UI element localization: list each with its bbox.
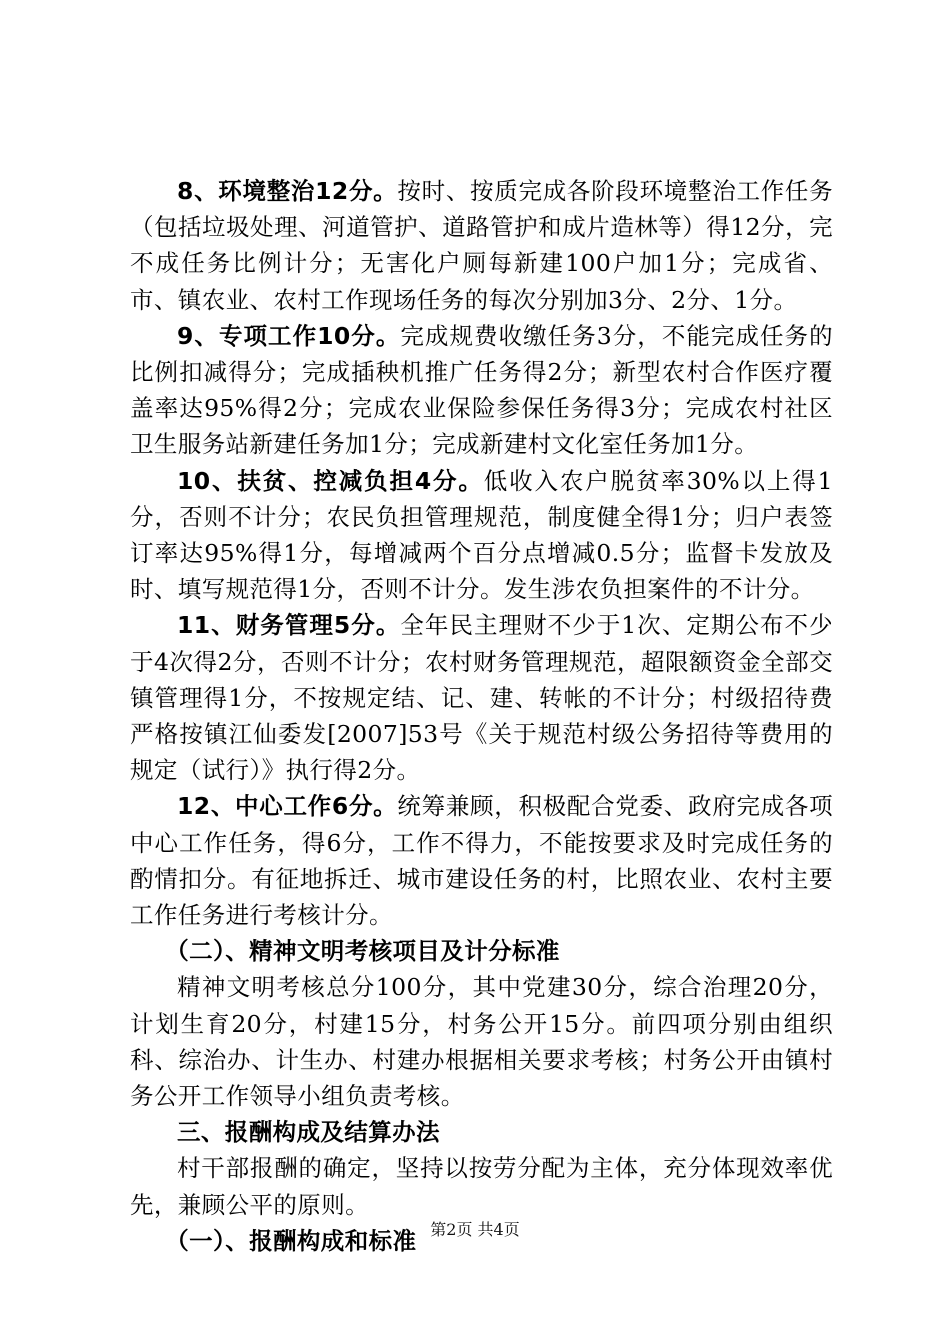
item-10-poverty-burden bbox=[130, 463, 833, 608]
item-8-environment bbox=[130, 173, 833, 318]
paragraph-remuneration: 村干部报酬的确定，坚持以按劳分配为主体，充分体现效率优先，兼顾公平的原则。 bbox=[130, 1154, 833, 1219]
subheading-remuneration-structure: （一）、报酬构成和标准 bbox=[165, 1226, 417, 1255]
item-12-heading: 12、中心工作6分。 bbox=[177, 792, 398, 821]
page-footer: 第2页 共4页 bbox=[430, 1220, 520, 1239]
subheading-civilization: （二）、精神文明考核项目及计分标准 bbox=[165, 937, 560, 966]
document-body bbox=[130, 173, 833, 1259]
item-11-heading: 11、财务管理5分。 bbox=[177, 611, 401, 640]
item-11-text: 全年民主理财不少于1次、定期公布不少于4次得2分，否则不计分；农村财务管理规范，超限额资金全部交镇管理得1分，不按规定结、记、建、转帐的不计分；村级招待费严格按镇江仙委发[2007]53号《关于规范村级公务招待等费用的规定（试行）》执行得2分。 bbox=[130, 611, 833, 785]
item-9-text: 完成规费收缴任务3分，不能完成任务的比例扣减得分；完成插秧机推广任务得2分；新型农村合作医疗覆盖率达95%得2分；完成农业保险参保任务得3分；完成农村社区卫生服务站新建任务加1分；完成新建村文化室任务加1分。 bbox=[130, 321, 833, 459]
item-8-heading: 8、环境整治12分。 bbox=[177, 177, 398, 205]
item-8-text: 按时、按质完成各阶段环境整治工作任务（包括垃圾处理、河道管护、道路管护和成片造林等）得12分，完不成任务比例计分；无害化户厕每新建100户加1分；完成省、市、镇农业、农村工作现场任务的每次分别加3分、2分、1分。 bbox=[130, 177, 833, 314]
item-9-heading: 9、专项工作10分。 bbox=[177, 321, 401, 350]
item-9-special-work bbox=[130, 318, 833, 463]
paragraph-civilization: 精神文明考核总分100分，其中党建30分，综合治理20分，计划生育20分，村建15分，村务公开15分。前四项分别由组织科、综治办、计生办、村建办根据相关要求考核；村务公开由镇村务公开工作领导小组负责考核。 bbox=[130, 973, 833, 1111]
section-heading-remuneration: 三、报酬构成及结算办法 bbox=[177, 1118, 440, 1147]
item-12-central-work bbox=[130, 788, 833, 933]
item-11-finance bbox=[130, 607, 833, 788]
item-10-heading: 10、扶贫、控减负担4分。 bbox=[177, 466, 484, 495]
item-12-text: 统筹兼顾，积极配合党委、政府完成各项中心工作任务，得6分，工作不得力，不能按要求及时完成任务的酌情扣分。有征地拆迁、城市建设任务的村，比照农业、农村主要工作任务进行考核计分。 bbox=[130, 792, 833, 930]
item-10-text: 低收入农户脱贫率30%以上得1分，否则不计分；农民负担管理规范，制度健全得1分；归户表签订率达95%得1分，每增减两个百分点增减0.5分；监督卡发放及时、填写规范得1分，否则不计分。发生涉农负担案件的不计分。 bbox=[130, 466, 833, 604]
